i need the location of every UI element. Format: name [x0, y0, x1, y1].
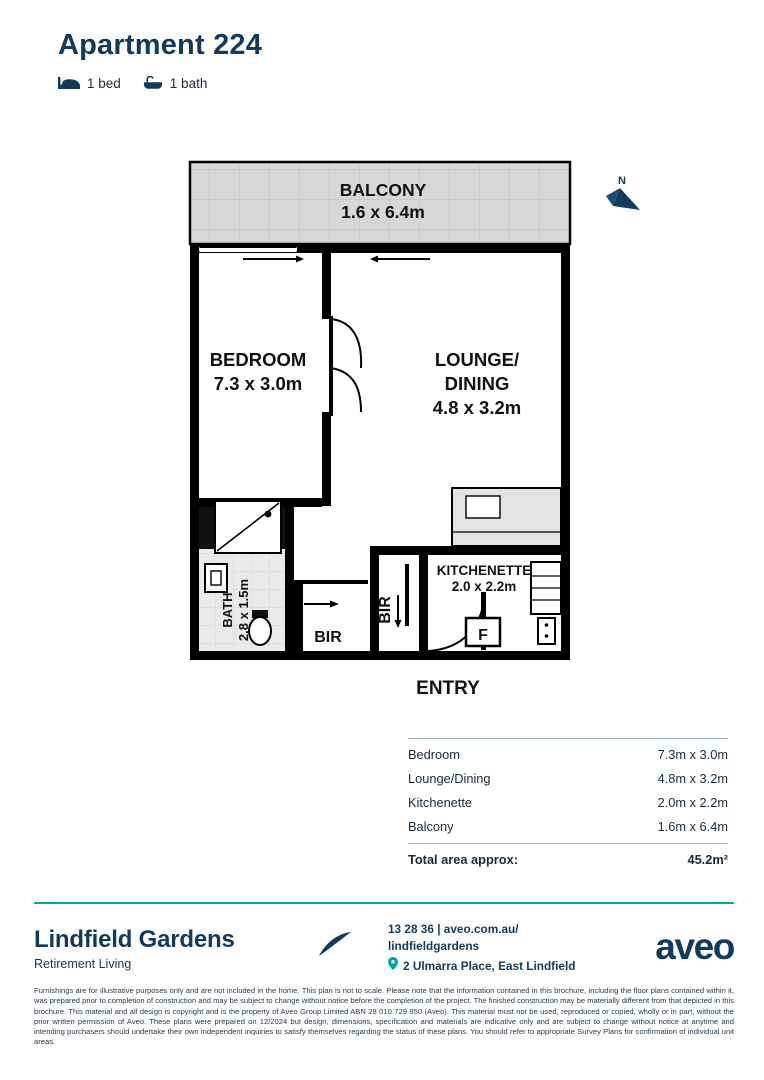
- contact-block: [388, 921, 575, 975]
- brand-block: [34, 926, 235, 971]
- room-dims-lounge: 4.8 x 3.2m: [432, 397, 522, 418]
- schedule-value: 2.0m x 2.2m: [657, 794, 728, 810]
- page-title: Apartment 224: [58, 29, 263, 61]
- header-specs: [58, 76, 262, 91]
- schedule-value: 7.3m x 3.0m: [657, 746, 728, 762]
- room-label-bir-right: BIR: [377, 596, 394, 624]
- footer-divider: [34, 902, 734, 904]
- spec-bed: [58, 76, 121, 91]
- label-fridge: F: [478, 627, 488, 644]
- schedule-value: 4.8m x 3.2m: [657, 770, 728, 786]
- schedule-label: Kitchenette: [408, 794, 473, 810]
- brand-name: Lindfield Gardens: [34, 926, 235, 953]
- schedule-total-rule: [408, 843, 728, 844]
- schedule-label: Bedroom: [408, 746, 460, 762]
- room-label-bedroom: BEDROOM: [209, 349, 307, 370]
- compass-label: N: [618, 175, 626, 187]
- table-row: [408, 790, 728, 814]
- map-pin-icon: [388, 957, 398, 975]
- room-label-dining: DINING: [444, 373, 510, 394]
- toilet-icon: [249, 610, 271, 645]
- table-row: [408, 742, 728, 766]
- leaf-swoosh-icon: [317, 932, 353, 963]
- schedule-label: Balcony: [408, 818, 454, 834]
- spec-bath: [143, 76, 208, 91]
- room-label-kitchenette: KITCHENETTE: [436, 563, 532, 578]
- brand-tagline: Retirement Living: [34, 957, 132, 971]
- table-row: [408, 814, 728, 838]
- address-text: 2 Ulmarra Place, East Lindfield: [403, 958, 576, 973]
- room-label-balcony: BALCONY: [339, 180, 427, 200]
- area-schedule: [408, 733, 728, 871]
- total-area-label: Total area approx:: [408, 851, 518, 867]
- phone-and-web[interactable]: 13 28 36 | aveo.com.au/: [388, 922, 519, 936]
- total-area-value: 45.2m²: [687, 851, 728, 867]
- room-label-lounge: LOUNGE/: [434, 349, 520, 370]
- schedule-label: Lounge/Dining: [408, 770, 491, 786]
- table-row: [408, 766, 728, 790]
- room-dims-kitchenette: 2.0 x 2.2m: [451, 579, 517, 594]
- room-label-bir-left: BIR: [314, 629, 342, 646]
- schedule-top-rule: [408, 738, 728, 739]
- room-dims-bath: 2.8 x 1.5m: [236, 578, 251, 642]
- schedule-value: 1.6m x 6.4m: [657, 818, 728, 834]
- room-label-bath: BATH: [220, 592, 235, 628]
- spec-bed-label: 1 bed: [87, 75, 121, 91]
- aveo-logo: aveo: [655, 926, 734, 967]
- label-entry: ENTRY: [416, 678, 480, 699]
- spec-bath-label: 1 bath: [169, 75, 208, 91]
- room-dims-bedroom: 7.3 x 3.0m: [213, 373, 303, 394]
- web-path[interactable]: lindfieldgardens: [388, 939, 480, 954]
- bath-icon: [143, 76, 163, 90]
- disclaimer-text: Furnishings are for illustrative purposes only and are not included in the home. This plan is not to scale. Please note that the information contained in this brochure, including the floor plans contained within it, was prepared prior to completion of construction and may be subject to change without notice before the completion of the project. The finished construction may be materially different from that depicted in this brochure. This material and all design is copyright and is the property of Aveo Group Limited ABN 28 010 729 950 (Aveo). This material must not be used, reproduced or copied, wholly or in part, without the prior written permission of Aveo. These plans were prepared on 12/2024 but design, dimensions, specification and materials are indicative only and are subject to change without notice at anytime and intending purchasers should undertake their own independent inquiries to satisfy themselves regarding the status of these plans. You should refer to appropriate Survey Plans for confirmation of individual unit areas.: [34, 986, 734, 1047]
- floorplan: [0, 140, 764, 720]
- compass-icon: [606, 175, 640, 210]
- address-line: [388, 957, 575, 975]
- table-row-total: [408, 847, 728, 871]
- room-dims-balcony: 1.6 x 6.4m: [341, 202, 425, 222]
- bed-icon: [58, 76, 80, 90]
- header: [58, 30, 262, 91]
